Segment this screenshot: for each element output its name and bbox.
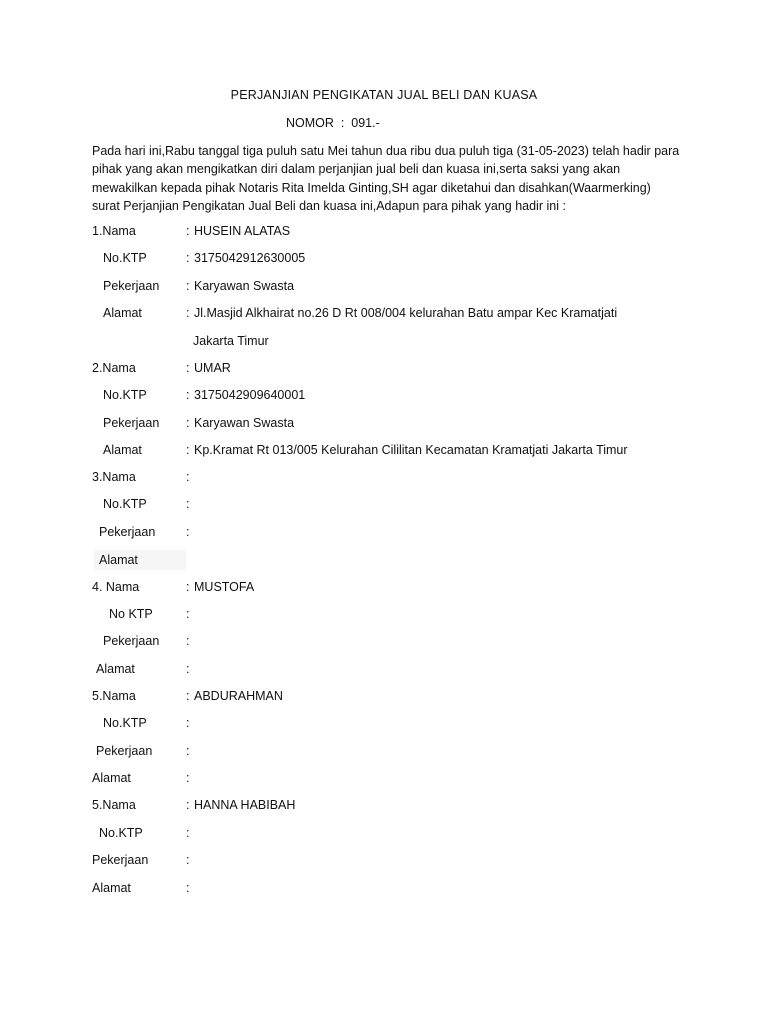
party-2-pekerjaan-value: Karyawan Swasta xyxy=(194,416,295,430)
separator: : xyxy=(186,607,190,621)
separator: : xyxy=(186,306,190,320)
separator: : xyxy=(186,361,190,375)
party-2-pekerjaan-label: Pekerjaan xyxy=(103,416,160,430)
party-2-ktp-value: 3175042909640001 xyxy=(194,388,306,402)
party-5-nama-value: ABDURAHMAN xyxy=(194,689,283,703)
party-3-pekerjaan-label: Pekerjaan xyxy=(99,525,156,539)
separator: : xyxy=(186,826,190,840)
party-1-alamat-label: Alamat xyxy=(103,306,142,320)
party-1-nama-value: HUSEIN ALATAS xyxy=(194,224,291,238)
intro-paragraph: Pada hari ini,Rabu tanggal tiga puluh satu Mei tahun dua ribu dua puluh tiga (31-05-2023) telah hadir para pihak yang akan mengikatkan diri dalam perjanjian jual beli dan kuasa ini,serta saksi yang akan mewakilkan kepada pihak Notaris Rita Imelda Ginting,SH agar diketahui dan disahkan(Waarmerking) surat Perjanjian Pengikatan Jual Beli dan kuasa ini,Adapun para pihak yang hadir ini : xyxy=(92,144,680,213)
separator: : xyxy=(186,853,190,867)
party-5-pekerjaan-label: Pekerjaan xyxy=(96,744,153,758)
document-title: PERJANJIAN PENGIKATAN JUAL BELI DAN KUASA xyxy=(230,88,538,102)
party-2-nama-label: 2.Nama xyxy=(92,361,136,375)
separator: : xyxy=(186,251,190,265)
separator: : xyxy=(186,689,190,703)
party-5-alamat-label: Alamat xyxy=(92,771,131,785)
separator: : xyxy=(186,388,190,402)
separator: : xyxy=(186,279,190,293)
party-1-alamat-value: Jl.Masjid Alkhairat no.26 D Rt 008/004 kelurahan Batu ampar Kec Kramatjati xyxy=(194,306,618,320)
separator: : xyxy=(186,497,190,511)
party-4-nama-value: MUSTOFA xyxy=(194,580,255,594)
party-3-alamat-label: Alamat xyxy=(99,553,138,567)
separator: : xyxy=(186,224,190,238)
party-1-alamat-continuation: Jakarta Timur xyxy=(193,334,269,348)
separator: : xyxy=(186,443,190,457)
party-2-alamat-value: Kp.Kramat Rt 013/005 Kelurahan Cililitan Kecamatan Kramatjati Jakarta Timur xyxy=(194,443,628,457)
separator: : xyxy=(186,881,190,895)
separator: : xyxy=(186,525,190,539)
party-4-alamat-label: Alamat xyxy=(96,662,135,676)
party-1-ktp-value: 3175042912630005 xyxy=(194,251,306,265)
party-6-ktp-label: No.KTP xyxy=(99,826,143,840)
party-2-ktp-label: No.KTP xyxy=(103,388,147,402)
separator: : xyxy=(186,580,190,594)
party-4-pekerjaan-label: Pekerjaan xyxy=(103,634,160,648)
party-4-nama-label: 4. Nama xyxy=(92,580,140,594)
separator: : xyxy=(186,662,190,676)
party-4-ktp-label: No KTP xyxy=(109,607,153,621)
party-6-nama-value: HANNA HABIBAH xyxy=(194,798,296,812)
document-number: NOMOR : 091.- xyxy=(286,116,380,130)
party-2-alamat-label: Alamat xyxy=(103,443,142,457)
party-6-alamat-label: Alamat xyxy=(92,881,131,895)
party-1-pekerjaan-value: Karyawan Swasta xyxy=(194,279,295,293)
separator: : xyxy=(186,771,190,785)
party-1-ktp-label: No.KTP xyxy=(103,251,147,265)
party-1-nama-label: 1.Nama xyxy=(92,224,136,238)
separator: : xyxy=(186,716,190,730)
party-5-ktp-label: No.KTP xyxy=(103,716,147,730)
party-6-nama-label: 5.Nama xyxy=(92,798,136,812)
party-6-pekerjaan-label: Pekerjaan xyxy=(92,853,149,867)
party-5-nama-label: 5.Nama xyxy=(92,689,136,703)
separator: : xyxy=(186,416,190,430)
party-3-nama-label: 3.Nama xyxy=(92,470,136,484)
separator: : xyxy=(186,744,190,758)
party-3-ktp-label: No.KTP xyxy=(103,497,147,511)
separator: : xyxy=(186,634,190,648)
party-1-pekerjaan-label: Pekerjaan xyxy=(103,279,160,293)
separator: : xyxy=(186,798,190,812)
party-2-nama-value: UMAR xyxy=(194,361,231,375)
separator: : xyxy=(186,470,190,484)
